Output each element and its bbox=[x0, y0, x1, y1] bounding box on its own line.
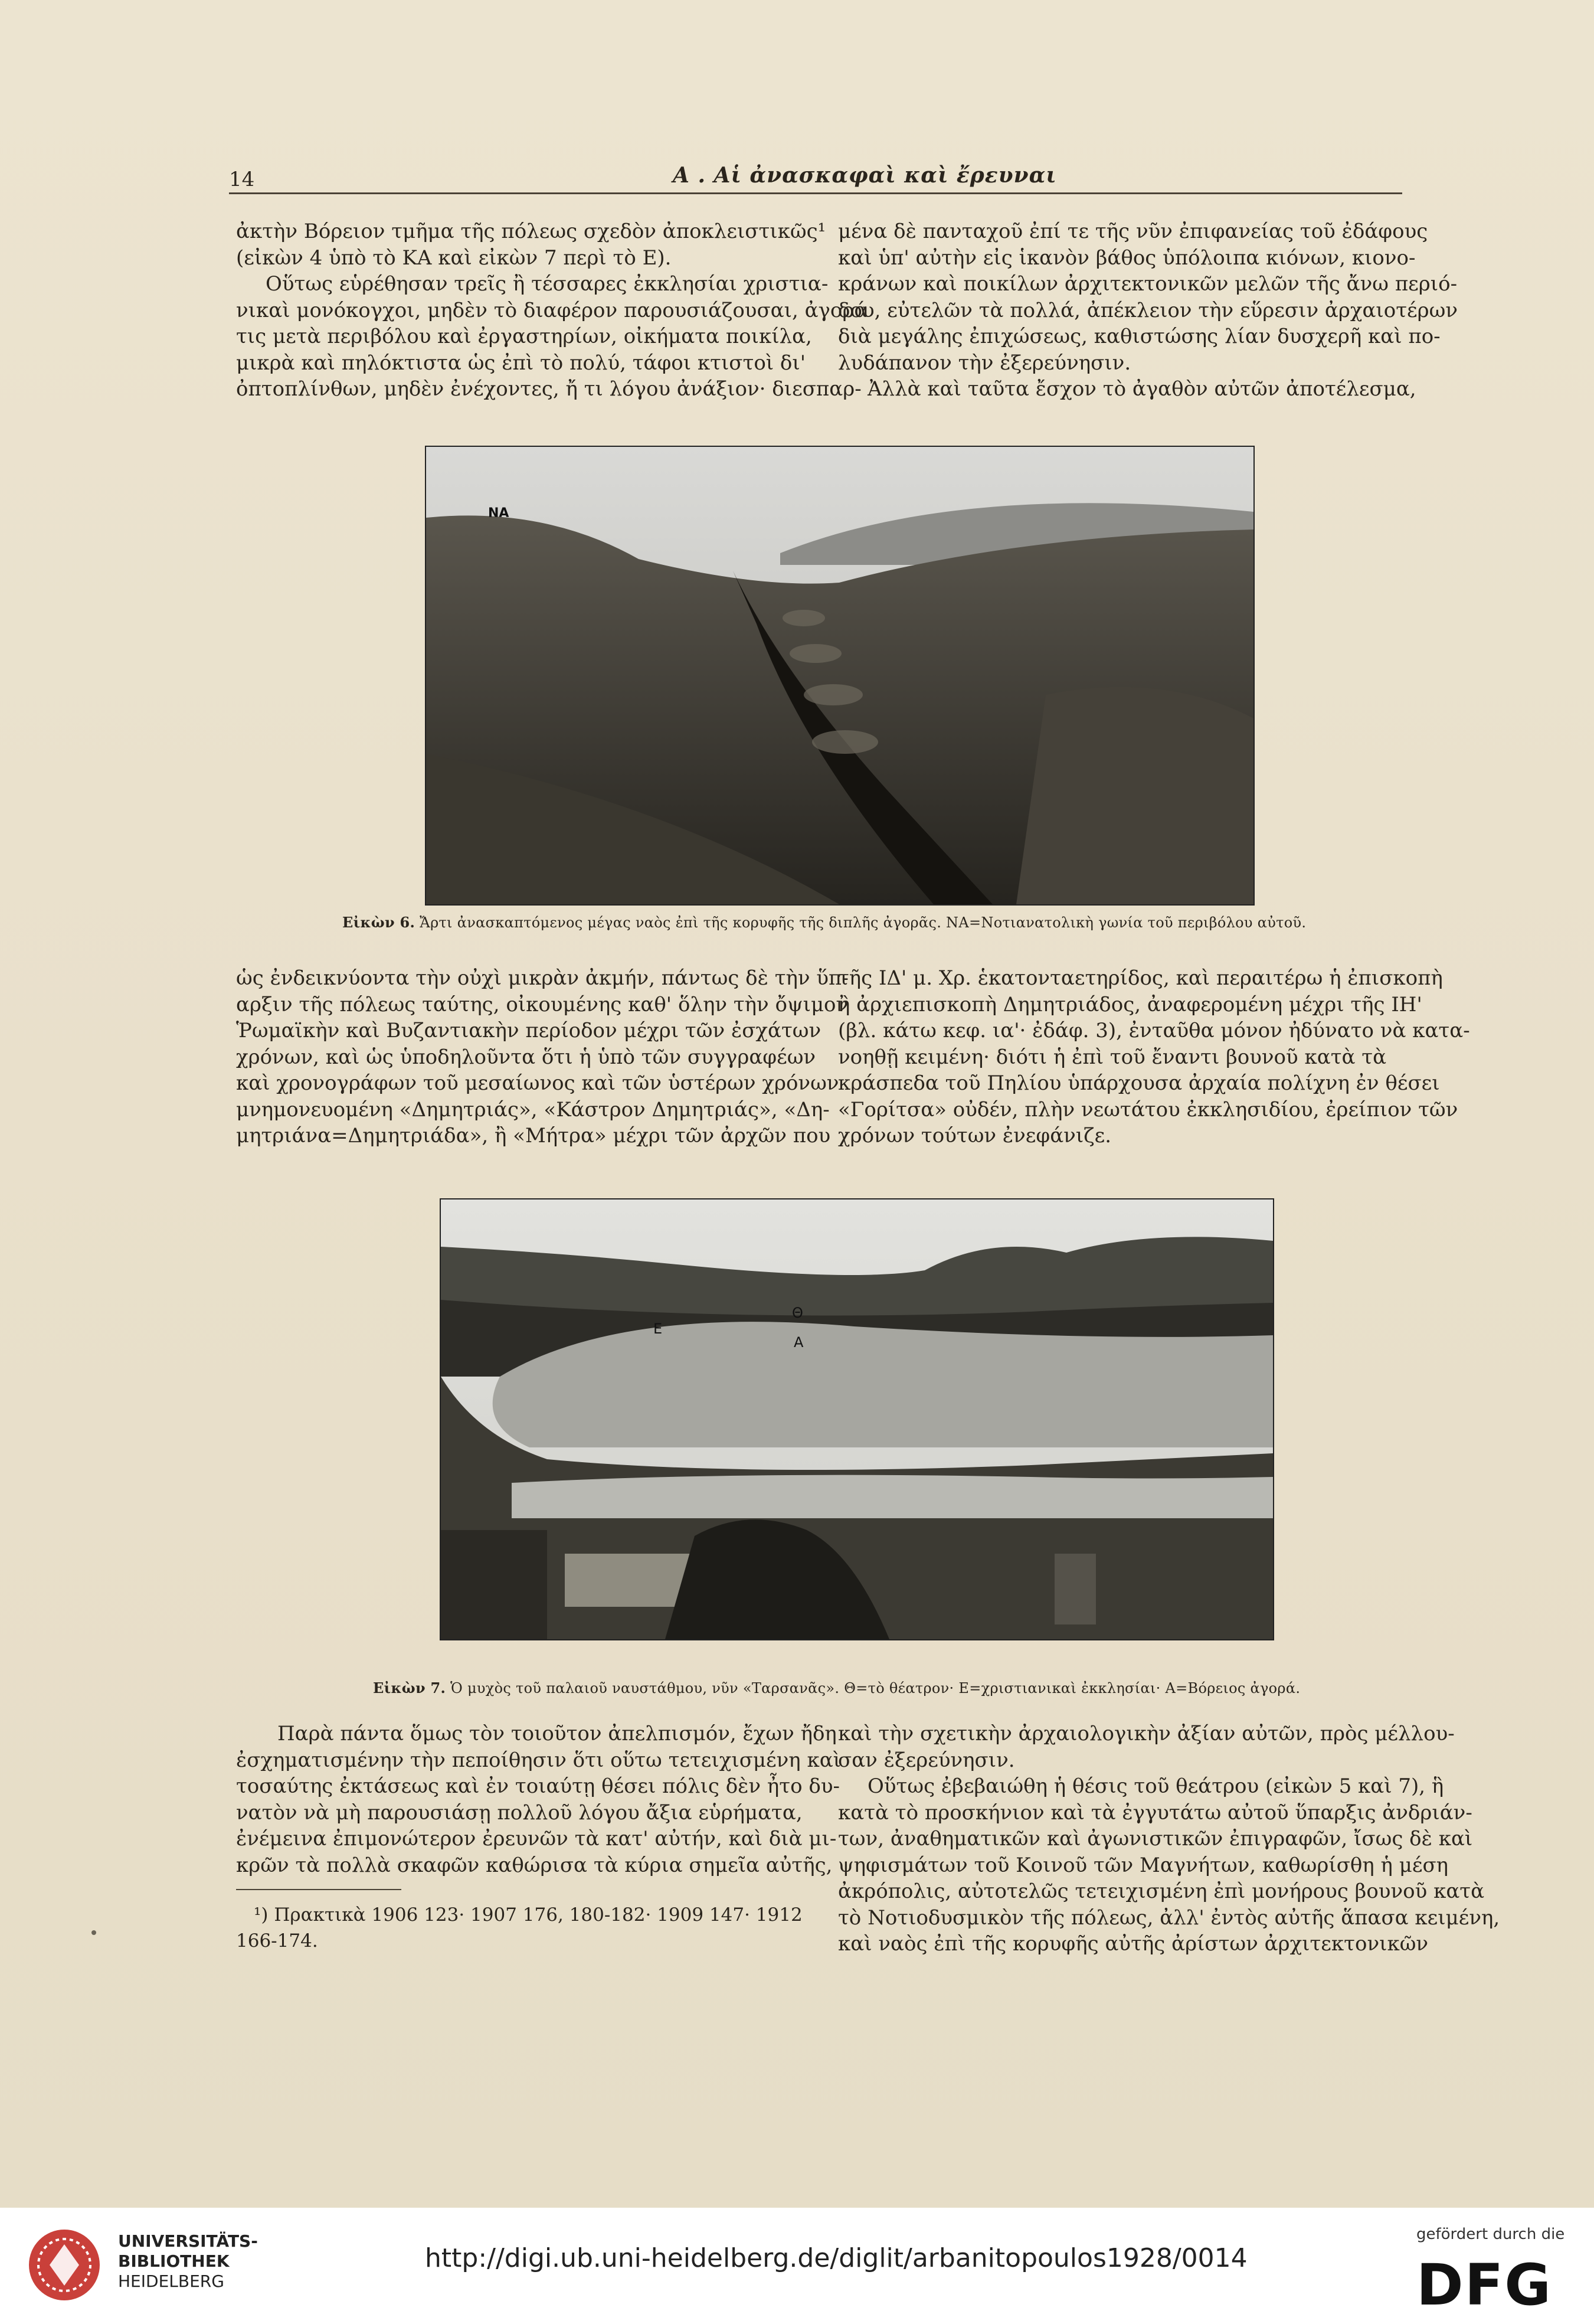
top-left-column bbox=[236, 218, 868, 403]
text-line: κράνων καὶ ποικίλων ἀρχιτεκτονικῶν μελῶν τῆς ἄνω περιό- bbox=[838, 272, 1458, 296]
figure-6-photo bbox=[425, 446, 1255, 906]
text-line: μνημονευομένη «Δημητριάς», «Κάστρον Δημητριάς», «Δη- bbox=[236, 1097, 830, 1122]
text-line: νικαὶ μονόκογχοι, μηδὲν τὸ διαφέρον παρουσιάζουσαι, ἀγορά bbox=[236, 298, 868, 322]
text-line: νατὸν νὰ μὴ παρουσιάσῃ πολλοῦ λόγου ἄξια εὑρήματα, bbox=[236, 1800, 803, 1825]
text-line: καὶ τὴν σχετικὴν ἀρχαιολογικὴν ἀξίαν αὐτῶν, πρὸς μέλλου- bbox=[838, 1722, 1455, 1746]
mid-left-column bbox=[236, 965, 849, 1149]
figure-7-caption-text: Ὁ μυχὸς τοῦ παλαιοῦ ναυστάθμου, νῦν «Ταρσανᾶς». Θ=τὸ θέατρον· Ε=χριστιανικαὶ ἐκκλησίαι· Α=Βόρειος ἀγορά. bbox=[450, 1680, 1301, 1697]
figure-6-caption-label: Εἰκὼν 6. bbox=[342, 914, 415, 931]
text-line: Παρὰ πάντα ὅμως τὸν τοιοῦτον ἀπελπισμόν, ἔχων ἤδη bbox=[277, 1722, 837, 1746]
text-line: τὸ Νοτιοδυσμικὸν τῆς πόλεως, ἀλλ' ἐντὸς αὐτῆς ἅπασα κειμένη, bbox=[838, 1905, 1500, 1930]
photo-label-na: ΝΑ bbox=[488, 506, 509, 521]
text-line: μένα δὲ πανταχοῦ ἐπί τε τῆς νῦν ἐπιφανείας τοῦ ἐδάφους bbox=[838, 220, 1428, 243]
text-line: (εἰκὼν 4 ὑπὸ τὸ ΚΑ καὶ εἰκὼν 7 περὶ τὸ Ε). bbox=[236, 246, 672, 270]
text-line: καὶ χρονογράφων τοῦ μεσαίωνος καὶ τῶν ὑστέρων χρόνων bbox=[236, 1071, 839, 1095]
figure-7-caption-label: Εἰκὼν 7. bbox=[373, 1679, 446, 1697]
text-line: Οὕτως εὑρέθησαν τρεῖς ἢ τέσσαρες ἐκκλησίαι χριστια- bbox=[266, 272, 829, 296]
library-name-line: HEIDELBERG bbox=[118, 2271, 224, 2291]
text-line: τῆς ΙΔ' μ. Χρ. ἑκατονταετηρίδος, καὶ περαιτέρω ἡ ἐπισκοπὴ bbox=[838, 966, 1443, 990]
text-line: των, ἀναθηματικῶν καὶ ἀγωνιστικῶν ἐπιγραφῶν, ἴσως δὲ καὶ bbox=[838, 1827, 1473, 1851]
running-title: Α . Αἱ ἀνασκαφαὶ καὶ ἔρευναι bbox=[673, 163, 1057, 188]
bottom-right-column bbox=[838, 1721, 1500, 1957]
text-line: μικρὰ καὶ πηλόκτιστα ὡς ἐπὶ τὸ πολύ, τάφοι κτιστοὶ δι' bbox=[236, 351, 806, 375]
university-seal-icon bbox=[26, 2227, 103, 2303]
text-line: τις μετὰ περιβόλου καὶ ἐργαστηρίων, οἰκήματα ποικίλα, bbox=[236, 325, 812, 348]
dfg-logo: DFG bbox=[1416, 2252, 1553, 2318]
text-line: χρόνων τούτων ἐνεφάνιζε. bbox=[838, 1124, 1112, 1148]
photo-label-e: Ε bbox=[653, 1320, 663, 1337]
funder-note: gefördert durch die bbox=[1416, 2225, 1565, 2243]
photo-label-a: Α bbox=[794, 1334, 804, 1351]
text-line: Ῥωμαϊκὴν καὶ Βυζαντιακὴν περίοδον μέχρι τῶν ἐσχάτων bbox=[236, 1019, 821, 1042]
text-line: χρόνων, καὶ ὡς ὑποδηλοῦντα ὅτι ἡ ὑπὸ τῶν συγγραφέων bbox=[236, 1045, 816, 1069]
text-line: ἐνέμεινα ἐπιμονώτερον ἐρευνῶν τὰ κατ' αὐτήν, καὶ διὰ μι- bbox=[236, 1827, 837, 1851]
text-line: Ἀλλὰ καὶ ταῦτα ἔσχον τὸ ἀγαθὸν αὐτῶν ἀποτέλεσμα, bbox=[868, 377, 1416, 401]
text-line: Οὕτως ἐβεβαιώθη ἡ θέσις τοῦ θεάτρου (εἰκὼν 5 καὶ 7), ἣ bbox=[868, 1774, 1444, 1798]
footnote bbox=[236, 1902, 803, 1954]
text-line: ἀκρόπολις, αὐτοτελῶς τετειχισμένη ἐπὶ μονήρους βουνοῦ κατὰ bbox=[838, 1880, 1485, 1903]
source-url-link[interactable]: http://digi.ub.uni-heidelberg.de/diglit/arbanitopoulos1928/0014 bbox=[425, 2243, 1248, 2273]
digitization-footer bbox=[0, 2208, 1594, 2324]
library-name bbox=[118, 2231, 258, 2292]
text-line: τοσαύτης ἐκτάσεως καὶ ἐν τοιαύτῃ θέσει πόλις δὲν ἦτο δυ- bbox=[236, 1774, 840, 1798]
text-line: ψηφισμάτων τοῦ Κοινοῦ τῶν Μαγνήτων, καθωρίσθη ἡ μέση bbox=[838, 1853, 1449, 1877]
photo-label-theta: Θ bbox=[792, 1305, 803, 1321]
text-line: κρῶν τὰ πολλὰ σκαφῶν καθώρισα τὰ κύρια σημεῖα αὐτῆς, bbox=[236, 1853, 833, 1877]
text-line: (βλ. κάτω κεφ. ια'· ἐδάφ. 3), ἐνταῦθα μόνον ἠδύνατο νὰ κατα- bbox=[838, 1019, 1470, 1042]
text-line: καὶ ὑπ' αὐτὴν εἰς ἱκανὸν βάθος ὑπόλοιπα κιόνων, κιονο- bbox=[838, 246, 1416, 270]
text-line: κατὰ τὸ προσκήνιον καὶ τὰ ἐγγυτάτω αὐτοῦ ὕπαρξις ἀνδριάν- bbox=[838, 1800, 1472, 1825]
header-rule bbox=[229, 192, 1402, 194]
text-line: διὰ μεγάλης ἐπιχώσεως, καθιστώσης λίαν δυσχερῆ καὶ πο- bbox=[838, 325, 1441, 348]
text-line: σαν ἐξερεύνησιν. bbox=[838, 1748, 1015, 1772]
bottom-left-column bbox=[236, 1721, 841, 1878]
text-line: μητριάνα=Δημητριάδα», ἢ «Μήτρα» μέχρι τῶν ἀρχῶν που bbox=[236, 1124, 831, 1148]
text-line: κράσπεδα τοῦ Πηλίου ὑπάρχουσα ἀρχαία πολίχνη ἐν θέσει bbox=[838, 1071, 1440, 1095]
footnote-line: 166-174. bbox=[236, 1930, 318, 1952]
text-line: ὀπτοπλίνθων, μηδὲν ἐνέχοντες, ἤ τι λόγου ἀνάξιον· διεσπαρ- bbox=[236, 377, 862, 401]
footnote-rule bbox=[236, 1889, 401, 1890]
margin-dot bbox=[91, 1930, 96, 1935]
mid-right-column bbox=[838, 965, 1470, 1149]
figure-7-photo bbox=[440, 1198, 1274, 1640]
footnote-line: ¹) Πρακτικὰ 1906 123· 1907 176, 180-182· 1909 147· 1912 bbox=[254, 1904, 803, 1926]
text-line: καὶ ναὸς ἐπὶ τῆς κορυφῆς αὐτῆς ἀρίστων ἀρχιτεκτονικῶν bbox=[838, 1932, 1429, 1956]
text-line: ἀκτὴν Βόρειον τμῆμα τῆς πόλεως σχεδὸν ἀποκλειστικῶς¹ bbox=[236, 220, 826, 243]
text-line: ὡς ἐνδεικνύοντα τὴν οὐχὶ μικρὰν ἀκμήν, πάντως δὲ τὴν ὕπ- bbox=[236, 966, 849, 990]
text-line: νοηθῇ κειμένη· διότι ἡ ἐπὶ τοῦ ἔναντι βουνοῦ κατὰ τὰ bbox=[838, 1045, 1387, 1069]
library-name-line: BIBLIOTHEK bbox=[118, 2251, 230, 2271]
figure-7-caption bbox=[373, 1679, 1300, 1697]
figure-6-caption bbox=[342, 914, 1306, 931]
library-name-line: UNIVERSITÄTS- bbox=[118, 2231, 258, 2251]
text-line: λυδάπανον τὴν ἐξερεύνησιν. bbox=[838, 351, 1131, 375]
figure-6-caption-text: Ἄρτι ἀνασκαπτόμενος μέγας ναὸς ἐπὶ τῆς κορυφῆς τῆς διπλῆς ἀγορᾶς. ΝΑ=Νοτιανατολικὴ γωνία τοῦ περιβόλου αὐτοῦ. bbox=[420, 914, 1307, 931]
text-line: αρξιν τῆς πόλεως ταύτης, οἰκουμένης καθ' ὅλην τὴν ὄψιμον bbox=[236, 992, 849, 1016]
text-line: ἢ ἀρχιεπισκοπὴ Δημητριάδος, ἀναφερομένη μέχρι τῆς ΙΗ' bbox=[838, 992, 1422, 1016]
text-line: ἐσχηματισμένην τὴν πεποίθησιν ὅτι οὕτω τετειχισμένη καὶ bbox=[236, 1748, 841, 1772]
text-line: «Γορίτσα» οὐδέν, πλὴν νεωτάτου ἐκκλησιδίου, ἐρείπιον τῶν bbox=[838, 1097, 1458, 1122]
page-number: 14 bbox=[229, 168, 255, 191]
top-right-column bbox=[838, 218, 1458, 403]
text-line: δου, εὐτελῶν τὰ πολλά, ἀπέκλειον τὴν εὕρεσιν ἀρχαιοτέρων bbox=[838, 298, 1458, 322]
